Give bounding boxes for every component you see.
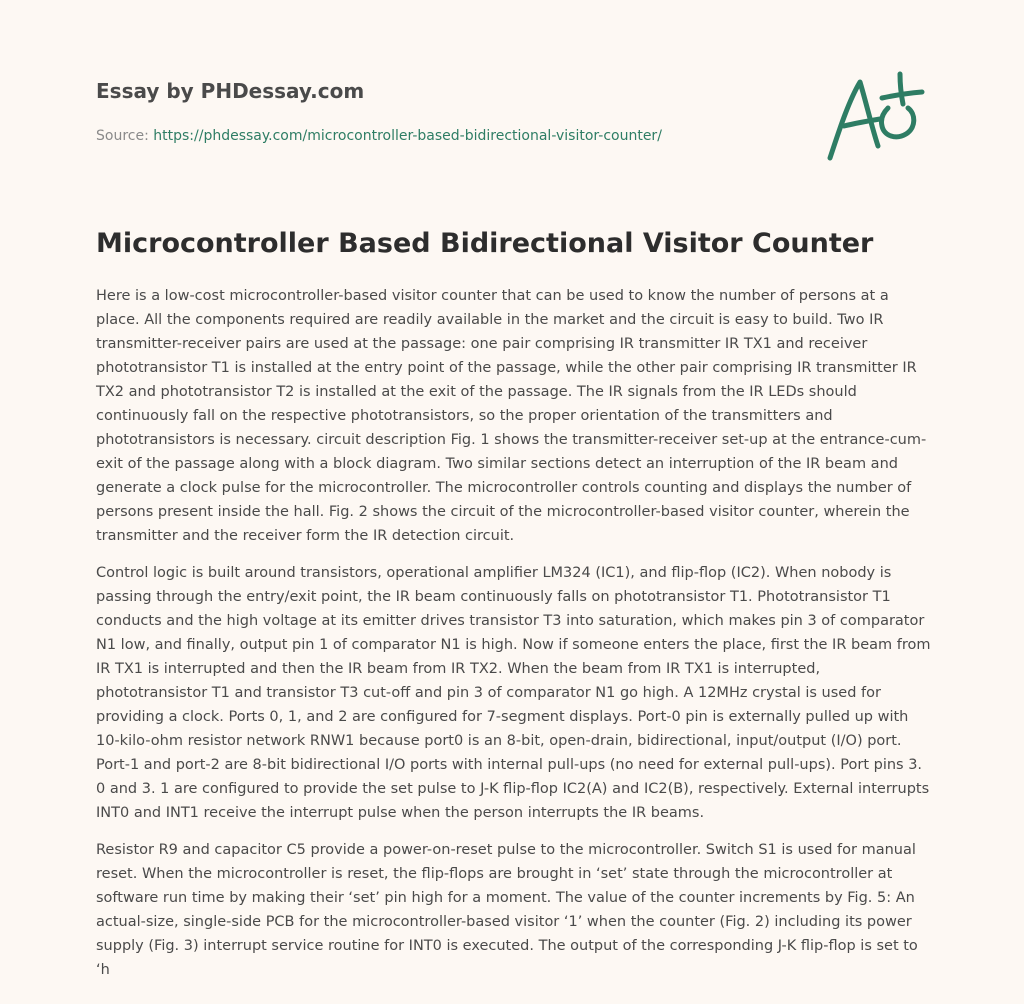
- paragraph: Control logic is built around transistors, operational amplifier LM324 (IC1), and flip-flop (IC2). When nobody is passing through the entry/exit point, the IR beam continuously falls on phototransistor T1. Phototransistor T1 conducts and the high voltage at its emitter drives transistor T3 into saturation, which makes pin 3 of comparator N1 low, and finally, output pin 1 of comparator N1 is high. Now if someone enters the place, first the IR beam from IR TX1 is interrupted and then the IR beam from IR TX2. When the beam from IR TX1 is interrupted, phototransistor T1 and transistor T3 cut-off and pin 3 of comparator N1 go high. A 12MHz crystal is used for providing a clock. Ports 0, 1, and 2 are configured for 7-segment displays. Port-0 pin is externally pulled up with 10-kilo-ohm resistor network RNW1 because port0 is an 8-bit, open-drain, bidirectional, input/output (I/O) port. Port-1 and port-2 are 8-bit bidirectional I/O ports with internal pull-ups (no need for external pull-ups). Port pins 3. 0 and 3. 1 are configured to provide the set pulse to J-K flip-flop IC2(A) and IC2(B), respectively. External interrupts INT0 and INT1 receive the interrupt pulse when the person interrupts the IR beams.: [96, 565, 931, 821]
- essay-header: [96, 78, 796, 145]
- paragraph: Here is a low-cost microcontroller-based visitor counter that can be used to know the number of persons at a place. All the components required are readily available in the market and the circuit is easy to build. Two IR transmitter-receiver pairs are used at the passage: one pair comprising IR transmitter IR TX1 and receiver phototransistor T1 is installed at the entry point of the passage, while the other pair comprising IR transmitter IR TX2 and phototransistor T2 is installed at the exit of the passage. The IR signals from the IR LEDs should continuously fall on the respective phototransistors, so the proper orientation of the transmitters and phototransistors is necessary. circuit description Fig. 1 shows the transmitter-receiver set-up at the entrance-cum-exit of the passage along with a block diagram. Two similar sections detect an interruption of the IR beam and generate a clock pulse for the microcontroller. The microcontroller controls counting and displays the number of persons present inside the hall. Fig. 2 shows the circuit of the microcontroller-based visitor counter, wherein the transmitter and the receiver form the IR detection circuit.: [96, 288, 927, 544]
- source-link[interactable]: https://phdessay.com/microcontroller-based-bidirectional-visitor-counter/: [153, 128, 662, 144]
- paragraph: Resistor R9 and capacitor C5 provide a power-on-reset pulse to the microcontroller. Switch S1 is used for manual reset. When the microcontroller is reset, the flip-flops are brought in ‘set’ state through the microcontroller at software run time by making their ‘set’ pin high for a moment. The value of the counter increments by Fig. 5: An actual-size, single-side PCB for the microcontroller-based visitor ‘1’ when the counter (Fig. 2) including its power supply (Fig. 3) interrupt service routine for INT0 is executed. The output of the corresponding J-K flip-flop is set to ‘h: [96, 842, 918, 978]
- site-brand: Essay by PHDessay.com: [96, 79, 365, 103]
- essay-body: [96, 284, 932, 995]
- essay-title: Microcontroller Based Bidirectional Visitor Counter: [96, 228, 874, 259]
- a-plus-grade-icon: [822, 68, 928, 164]
- source-line: [96, 127, 796, 145]
- source-label: Source:: [96, 128, 154, 144]
